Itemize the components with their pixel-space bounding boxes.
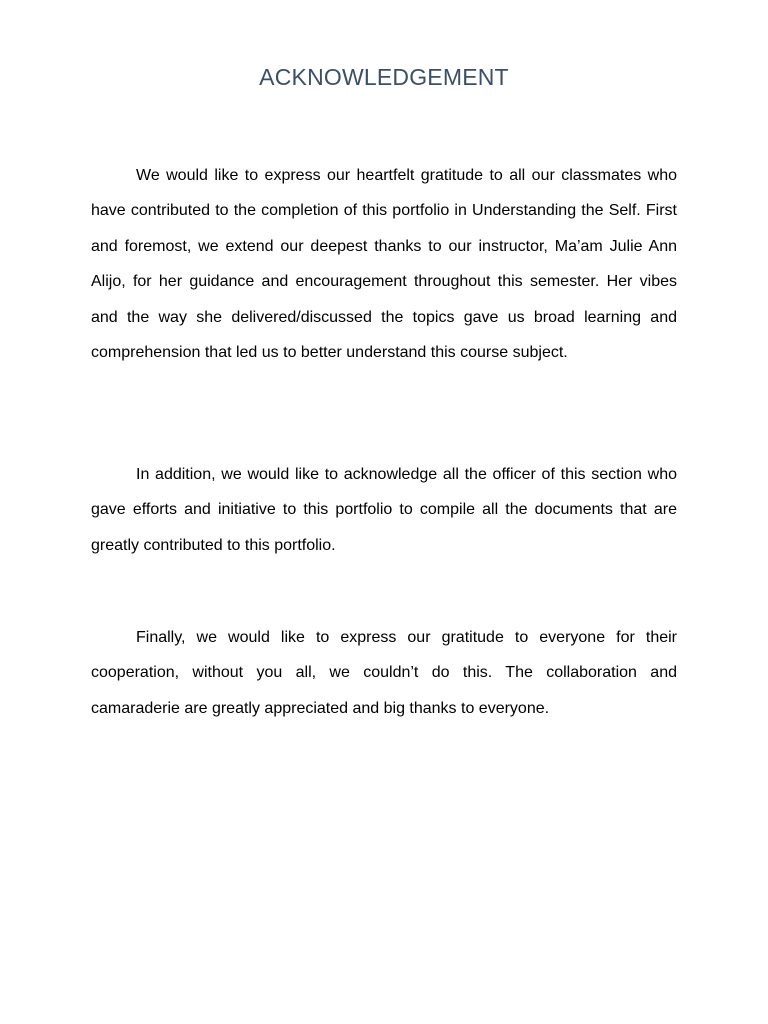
paragraph-officers: In addition, we would like to acknowledge all the officer of this section who gave efforts and initiative to this portfolio to compile all the documents that are greatly contributed to this portfolio. <box>91 466 677 554</box>
paragraph-closing: Finally, we would like to express our gratitude to everyone for their cooperation, without you all, we couldn’t do this. The collaboration and camaraderie are greatly appreciated and big thanks to everyone. <box>91 629 677 717</box>
page-title: ACKNOWLEDGEMENT <box>259 64 509 90</box>
paragraph-gratitude: We would like to express our heartfelt gratitude to all our classmates who have contributed to the completion of this portfolio in Understanding the Self. First and foremost, we extend our deepest thanks to our instructor, Ma’am Julie Ann Alijo, for her guidance and encouragement throughout this semester. Her vibes and the way she delivered/discussed the topics gave us broad learning and comprehension that led us to better understand this course subject. <box>91 167 677 362</box>
